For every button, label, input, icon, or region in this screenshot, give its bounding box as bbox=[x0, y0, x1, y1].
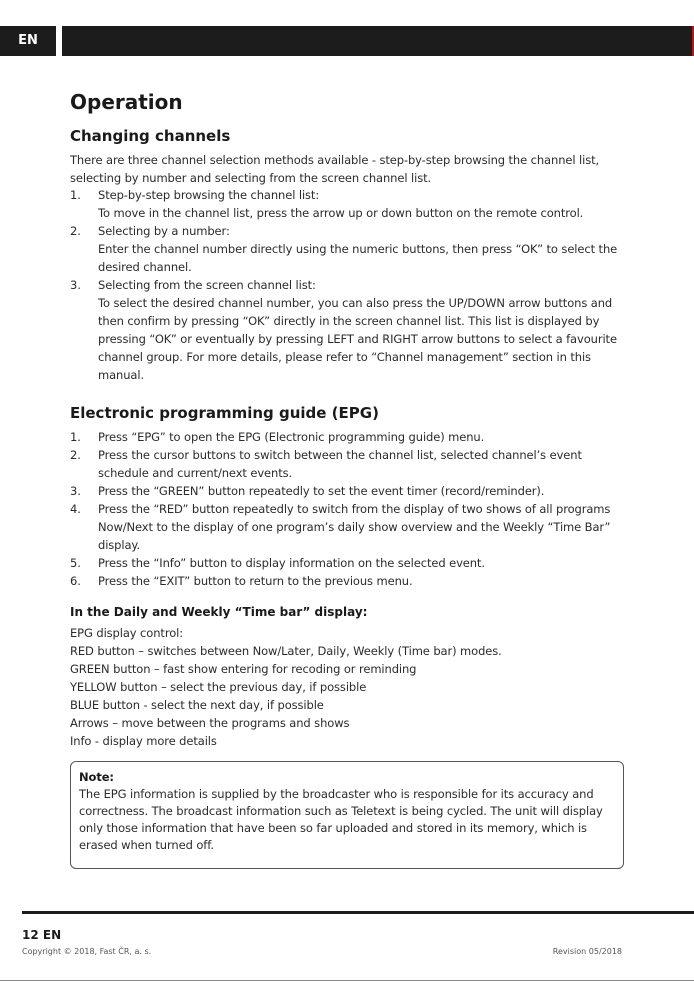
footer-rule bbox=[22, 911, 694, 914]
section-heading-changing-channels: Changing channels bbox=[70, 127, 231, 145]
page-number: 12 EN bbox=[22, 928, 62, 942]
list-item-text: Press “EPG” to open the EPG (Electronic programming guide) menu. bbox=[98, 430, 485, 444]
bottom-rule bbox=[0, 980, 694, 981]
list-item bbox=[70, 554, 626, 572]
controls-line: YELLOW button – select the previous day, if possible bbox=[70, 680, 367, 694]
language-badge: EN bbox=[0, 26, 56, 56]
list-item-title: Step-by-step browsing the channel list: bbox=[98, 188, 320, 202]
list-item-text: Press the “EXIT” button to return to the previous menu. bbox=[98, 574, 413, 588]
list-item bbox=[70, 482, 626, 500]
daily-weekly-heading: In the Daily and Weekly “Time bar” display: bbox=[70, 605, 368, 619]
header-strip bbox=[62, 26, 694, 56]
revision-text: Revision 05/2018 bbox=[552, 947, 622, 956]
channel-methods-list bbox=[70, 186, 626, 384]
list-item-text: Enter the channel number directly using the numeric buttons, then press “OK” to select the desired channel. bbox=[98, 242, 618, 274]
controls-line: BLUE button - select the next day, if possible bbox=[70, 698, 324, 712]
note-box bbox=[70, 761, 624, 869]
changing-intro: There are three channel selection methods available - step-by-step browsing the channel list, selecting by number and selecting from the screen channel list. bbox=[70, 153, 600, 185]
controls-line: GREEN button – fast show entering for recoding or reminding bbox=[70, 662, 417, 676]
list-item-title: Selecting from the screen channel list: bbox=[98, 278, 316, 292]
list-number: 6. bbox=[70, 574, 81, 588]
epg-controls-list bbox=[70, 624, 626, 750]
list-number: 1. bbox=[70, 188, 81, 202]
controls-line: RED button – switches between Now/Later, Daily, Weekly (Time bar) modes. bbox=[70, 644, 502, 658]
list-item-text: Press the “GREEN” button repeatedly to set the event timer (record/reminder). bbox=[98, 484, 545, 498]
page-title: Operation bbox=[70, 90, 183, 114]
list-item bbox=[70, 186, 626, 222]
list-item bbox=[70, 446, 626, 482]
list-number: 4. bbox=[70, 502, 81, 516]
list-number: 3. bbox=[70, 484, 81, 498]
list-item bbox=[70, 222, 626, 276]
section-heading-epg: Electronic programming guide (EPG) bbox=[70, 404, 379, 422]
controls-line: Info - display more details bbox=[70, 734, 217, 748]
list-item-text: To select the desired channel number, you can also press the UP/DOWN arrow buttons and then confirm by pressing “OK” directly in the screen channel list. This list is displayed by pressing “OK” or eventually by pressing LEFT and RIGHT arrow buttons to select a favourite channel group. For more details, please refer to “Channel management” section in this manual. bbox=[98, 296, 617, 382]
list-item bbox=[70, 276, 626, 384]
copyright-text: Copyright © 2018, Fast ČR, a. s. bbox=[22, 947, 152, 956]
list-item-text: Press the “Info” button to display information on the selected event. bbox=[98, 556, 485, 570]
list-item bbox=[70, 500, 626, 554]
list-item-text: To move in the channel list, press the arrow up or down button on the remote control. bbox=[98, 206, 584, 220]
controls-line: Arrows – move between the programs and shows bbox=[70, 716, 350, 730]
note-text: The EPG information is supplied by the broadcaster who is responsible for its accuracy and correctness. The broadcast information such as Teletext is being cycled. The unit will display only those information that have been so far uploaded and stored in its memory, which is erased when turned off. bbox=[79, 787, 603, 852]
list-number: 2. bbox=[70, 224, 81, 238]
list-number: 5. bbox=[70, 556, 81, 570]
list-number: 3. bbox=[70, 278, 81, 292]
list-item-text: Press the “RED” button repeatedly to switch from the display of two shows of all programs Now/Next to the display of one program’s daily show overview and the Weekly “Time Bar” display. bbox=[98, 502, 611, 552]
controls-line: EPG display control: bbox=[70, 626, 183, 640]
list-item bbox=[70, 572, 626, 590]
list-item bbox=[70, 428, 626, 446]
note-title: Note: bbox=[79, 770, 114, 784]
epg-steps-list bbox=[70, 428, 626, 590]
list-number: 1. bbox=[70, 430, 81, 444]
header-bar bbox=[0, 26, 694, 56]
list-number: 2. bbox=[70, 448, 81, 462]
list-item-text: Press the cursor buttons to switch between the channel list, selected channel’s event schedule and current/next events. bbox=[98, 448, 582, 480]
list-item-title: Selecting by a number: bbox=[98, 224, 230, 238]
